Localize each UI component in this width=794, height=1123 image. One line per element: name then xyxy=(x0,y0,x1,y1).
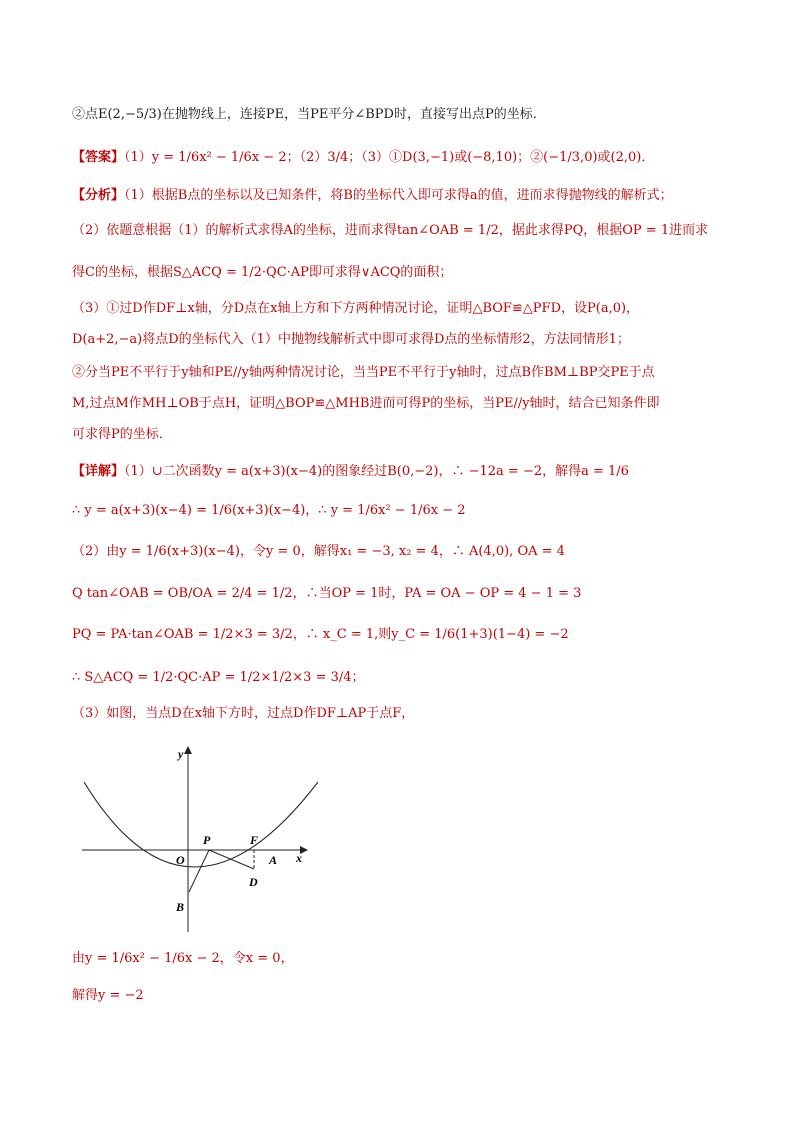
analysis-line-4: （3）①过D作DF⊥x轴，分D点在x轴上方和下方两种情况讨论，证明△BOF≌△PFD，设P(a,0)， xyxy=(72,301,640,316)
answer-text: （1）y = 1/6x² − 1/6x − 2；（2）3/4；（3）①D(3,−1)或(−8,10)；②(−1/3,0)或(2,0)． xyxy=(124,150,655,165)
solution-line-4: Q tan∠OAB = OB/OA = 2/4 = 1/2，∴当OP = 1时，PA = OA − OP = 4 − 1 = 3 xyxy=(72,586,582,601)
solution-line-2: ∴ y = a(x+3)(x−4) = 1/6(x+3)(x−4)，∴ y = 1/6x² − 1/6x − 2 xyxy=(72,503,466,518)
solution-line-6: ∴ S△ACQ = 1/2·QC·AP = 1/2×1/2×3 = 3/4； xyxy=(72,670,365,685)
solution-line-1 xyxy=(72,461,732,483)
solution-line-7: （3）如图，当点D在x轴下方时，过点D作DF⊥AP于点F， xyxy=(72,706,415,721)
analysis-line-5: D(a+2,−a)将点D的坐标代入（1）中抛物线解析式中即可求得D点的坐标情形2，方法同情形1； xyxy=(72,332,630,347)
solution-line-5: PQ = PA·tan∠OAB = 1/2×3 = 3/2，∴ x_C = 1,则y_C = 1/6(1+3)(1−4) = −2 xyxy=(72,627,569,642)
analysis-line-2: （2）依题意根据（1）的解析式求得A的坐标，进而求得tan∠OAB = 1/2，据此求得PQ，根据OP = 1进而求 xyxy=(72,223,709,238)
analysis-line-1 xyxy=(72,185,732,207)
label-F: F xyxy=(250,833,259,847)
solution-line-9: 解得y = −2 xyxy=(72,988,144,1003)
label-y: y xyxy=(178,747,184,761)
label-P: P xyxy=(203,833,211,847)
segment-BP xyxy=(189,850,209,892)
question-part-2 xyxy=(72,104,732,126)
label-O: O xyxy=(176,853,185,867)
solution-text-1: （1）∪二次函数y = a(x+3)(x−4)的图象经过B(0,−2)，∴ −12a = −2，解得a = 1/6 xyxy=(124,464,629,479)
analysis-line-8: 可求得P的坐标． xyxy=(72,427,172,442)
analysis-line-6: ②分当PE不平行于y轴和PE//y轴两种情况讨论，当当PE不平行于y轴时，过点B作BM⊥BP交PE于点 xyxy=(72,365,655,380)
label-A: A xyxy=(269,853,278,867)
parabola-curve xyxy=(84,782,318,867)
question-text: ②点E(2,−5/3)在抛物线上，连接PE，当PE平分∠BPD时，直接写出点P的坐标． xyxy=(72,107,546,122)
y-axis-arrow xyxy=(184,746,192,754)
label-x: x xyxy=(296,851,302,865)
solution-label: 【详解】 xyxy=(72,464,125,479)
analysis-line-3: 得C的坐标，根据S△ACQ = 1/2·QC·AP即可求得∨ACQ的面积； xyxy=(72,265,453,280)
solution-line-8: 由y = 1/6x² − 1/6x − 2，令x = 0， xyxy=(72,951,294,966)
segment-PD xyxy=(209,850,254,869)
analysis-text-1: （1）根据B点的坐标以及已知条件，将B的坐标代入即可求得a的值，进而求得抛物线的解析式； xyxy=(124,188,673,203)
label-B: B xyxy=(176,900,185,914)
analysis-line-7: M,过点M作MH⊥OB于点H，证明△BOP≌△MHB进而可得P的坐标，当PE//y轴时，结合已知条件即 xyxy=(72,396,660,411)
solution-line-3: （2）由y = 1/6(x+3)(x−4)，令y = 0，解得x₁ = −3, x₂ = 4，∴ A(4,0), OA = 4 xyxy=(72,544,565,559)
analysis-label: 【分析】 xyxy=(72,188,125,203)
answer-label: 【答案】 xyxy=(72,150,125,165)
answer-line xyxy=(72,147,732,169)
label-D: D xyxy=(249,875,258,889)
parabola-figure xyxy=(78,742,318,942)
